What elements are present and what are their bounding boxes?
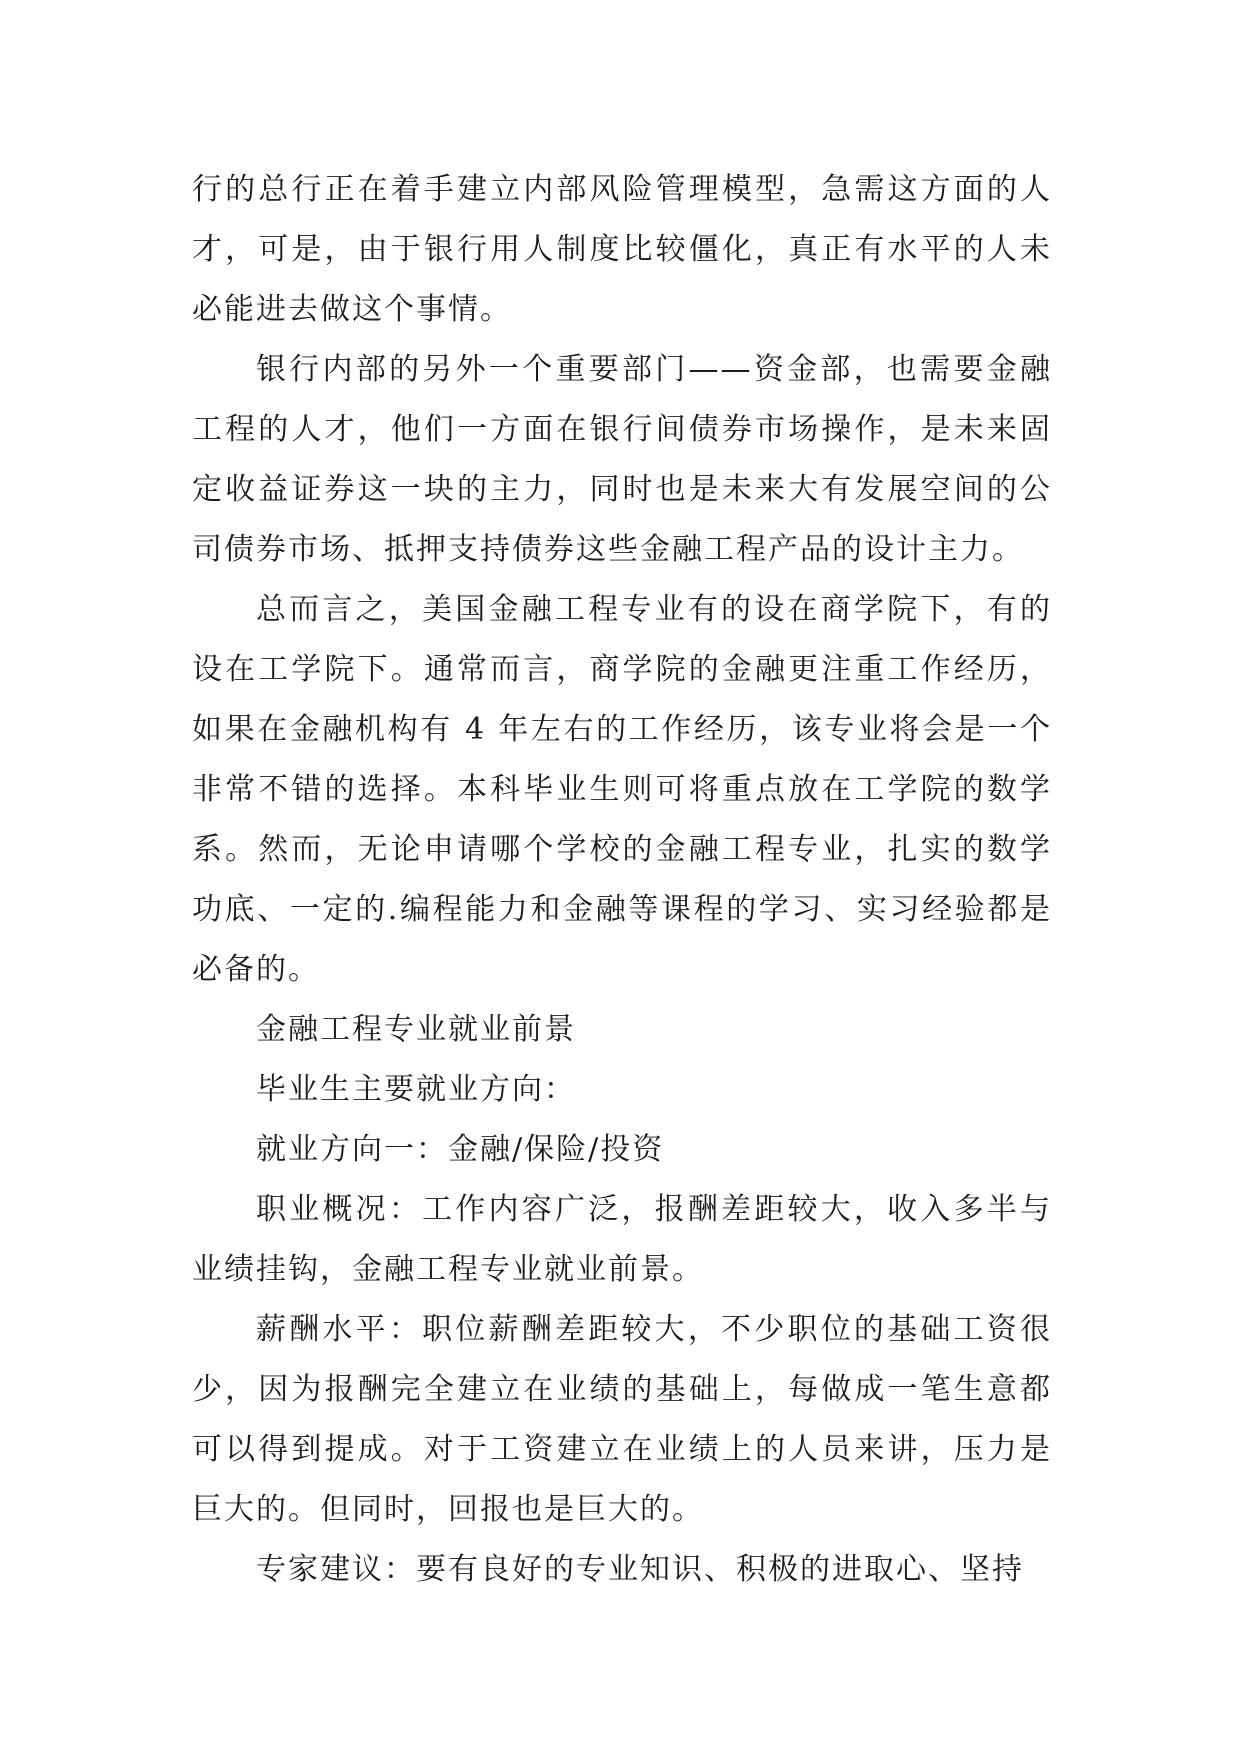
section-heading-employment-prospects: 金融工程专业就业前景 — [256, 1012, 576, 1047]
paragraph-treasury-department: 银行内部的另外一个重要部门——资金部，也需要金融工程的人才，他们一方面在银行间债券市场操作，是未来固定收益证券这一块的主力，同时也是未来大有发展空间的公司债券市场、抵押支持债券这些金融工程产品的设计主力。 — [192, 352, 1052, 567]
paragraph-career-overview: 职业概况：工作内容广泛，报酬差距较大，收入多半与业绩挂钩，金融工程专业就业前景。 — [192, 1192, 1052, 1287]
paragraph-expert-advice: 专家建议：要有良好的专业知识、积极的进取心、坚持 — [256, 1552, 1024, 1587]
paragraph-salary-level: 薪酬水平：职位薪酬差距较大，不少职位的基础工资很少，因为报酬完全建立在业绩的基础上，每做成一笔生意都可以得到提成。对于工资建立在业绩上的人员来讲，压力是巨大的。但同时，回报也是巨大的。 — [192, 1312, 1052, 1527]
subheading-main-directions: 毕业生主要就业方向： — [256, 1072, 576, 1107]
paragraph-summary: 总而言之，美国金融工程专业有的设在商学院下，有的设在工学院下。通常而言，商学院的金融更注重工作经历，如果在金融机构有 4 年左右的工作经历，该专业将会是一个非常不错的选择。本科毕业生则可将重点放在工学院的数学系。然而，无论申请哪个学校的金融工程专业，扎实的数学功底、一定的.编程能力和金融等课程的学习、实习经验都是必备的。 — [192, 592, 1052, 987]
subheading-direction-one: 就业方向一：金融/保险/投资 — [256, 1132, 665, 1167]
document-body — [192, 160, 1052, 1600]
paragraph-continuation: 行的总行正在着手建立内部风险管理模型，急需这方面的人才，可是，由于银行用人制度比较僵化，真正有水平的人未必能进去做这个事情。 — [192, 172, 1052, 327]
